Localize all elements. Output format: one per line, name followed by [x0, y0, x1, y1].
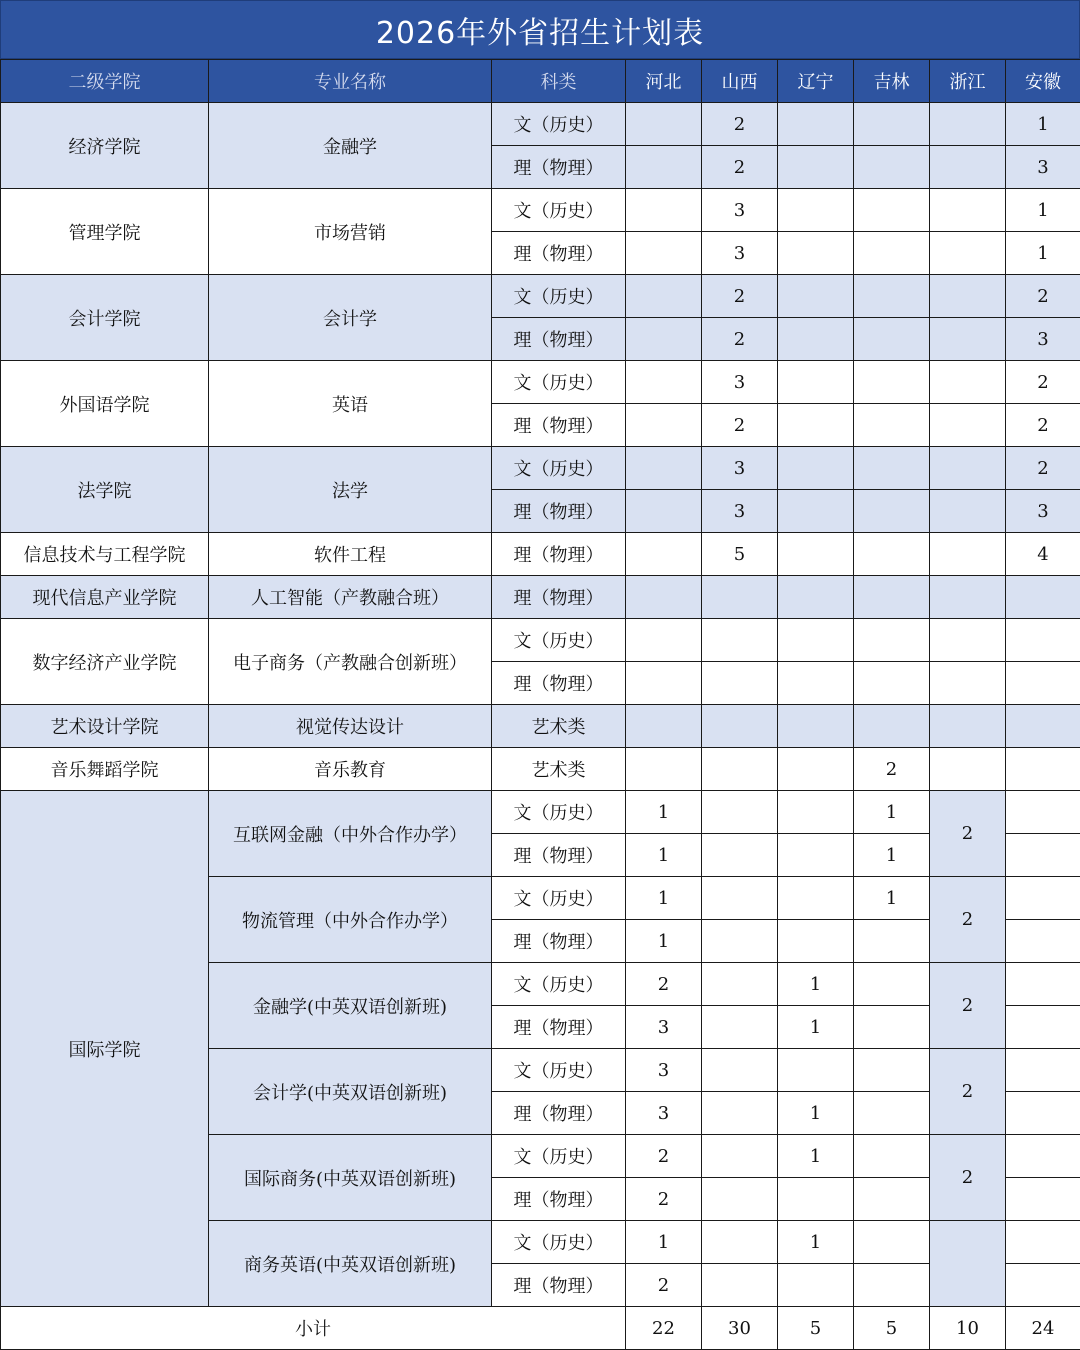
quota-liaoning	[778, 662, 854, 705]
quota-hebei	[626, 533, 702, 576]
major-cell: 视觉传达设计	[209, 705, 492, 748]
quota-anhui: 2	[1006, 404, 1080, 447]
enrollment-plan-table	[0, 59, 1080, 1350]
quota-shanxi	[702, 619, 778, 662]
quota-shanxi: 2	[702, 103, 778, 146]
quota-jilin	[854, 619, 930, 662]
quota-hebei	[626, 103, 702, 146]
table-row	[1, 619, 1080, 662]
quota-anhui: 3	[1006, 318, 1080, 361]
college-cell: 音乐舞蹈学院	[1, 748, 209, 791]
quota-zhejiang: 2	[930, 877, 1006, 963]
quota-anhui: 3	[1006, 146, 1080, 189]
category-cell: 文（历史）	[492, 361, 626, 404]
quota-jilin	[854, 1092, 930, 1135]
quota-jilin: 1	[854, 877, 930, 920]
header-province-liaoning: 辽宁	[778, 60, 854, 103]
quota-anhui: 1	[1006, 103, 1080, 146]
quota-shanxi	[702, 1264, 778, 1307]
major-cell: 物流管理（中外合作办学）	[209, 877, 492, 963]
category-cell: 文（历史）	[492, 275, 626, 318]
quota-anhui	[1006, 748, 1080, 791]
subtotal-zhejiang: 10	[930, 1307, 1006, 1350]
header-major: 专业名称	[209, 60, 492, 103]
college-cell: 艺术设计学院	[1, 705, 209, 748]
quota-hebei	[626, 748, 702, 791]
quota-zhejiang	[930, 189, 1006, 232]
major-cell: 会计学	[209, 275, 492, 361]
quota-jilin	[854, 447, 930, 490]
quota-liaoning	[778, 834, 854, 877]
quota-shanxi	[702, 1049, 778, 1092]
quota-liaoning	[778, 232, 854, 275]
quota-anhui	[1006, 1049, 1080, 1092]
quota-hebei	[626, 146, 702, 189]
quota-anhui	[1006, 920, 1080, 963]
quota-shanxi: 3	[702, 232, 778, 275]
category-cell: 文（历史）	[492, 877, 626, 920]
quota-jilin	[854, 1135, 930, 1178]
table-body	[1, 103, 1080, 1350]
quota-liaoning	[778, 318, 854, 361]
quota-zhejiang: 2	[930, 791, 1006, 877]
quota-zhejiang	[930, 318, 1006, 361]
quota-shanxi	[702, 662, 778, 705]
quota-hebei	[626, 619, 702, 662]
college-cell: 数字经济产业学院	[1, 619, 209, 705]
quota-anhui	[1006, 963, 1080, 1006]
table-row	[1, 103, 1080, 146]
quota-liaoning	[778, 1264, 854, 1307]
table-row	[1, 748, 1080, 791]
quota-hebei: 2	[626, 1264, 702, 1307]
quota-anhui: 4	[1006, 533, 1080, 576]
quota-anhui	[1006, 791, 1080, 834]
quota-liaoning	[778, 576, 854, 619]
table-row	[1, 275, 1080, 318]
table-row	[1, 533, 1080, 576]
category-cell: 理（物理）	[492, 834, 626, 877]
header-province-shanxi: 山西	[702, 60, 778, 103]
quota-jilin	[854, 576, 930, 619]
category-cell: 文（历史）	[492, 447, 626, 490]
quota-hebei: 3	[626, 1092, 702, 1135]
quota-liaoning	[778, 447, 854, 490]
quota-shanxi	[702, 748, 778, 791]
quota-liaoning	[778, 490, 854, 533]
quota-liaoning: 1	[778, 1221, 854, 1264]
major-cell: 市场营销	[209, 189, 492, 275]
quota-hebei	[626, 275, 702, 318]
quota-anhui	[1006, 1264, 1080, 1307]
quota-zhejiang	[930, 662, 1006, 705]
quota-hebei	[626, 447, 702, 490]
quota-zhejiang	[930, 275, 1006, 318]
quota-anhui	[1006, 877, 1080, 920]
quota-anhui	[1006, 576, 1080, 619]
quota-shanxi	[702, 877, 778, 920]
quota-hebei	[626, 189, 702, 232]
quota-shanxi	[702, 1006, 778, 1049]
category-cell: 文（历史）	[492, 1221, 626, 1264]
quota-zhejiang	[930, 447, 1006, 490]
quota-jilin: 1	[854, 791, 930, 834]
quota-anhui	[1006, 705, 1080, 748]
quota-hebei: 3	[626, 1049, 702, 1092]
header-category: 科类	[492, 60, 626, 103]
subtotal-anhui: 24	[1006, 1307, 1080, 1350]
quota-zhejiang	[930, 490, 1006, 533]
quota-jilin	[854, 361, 930, 404]
quota-jilin	[854, 189, 930, 232]
category-cell: 理（物理）	[492, 920, 626, 963]
quota-anhui: 2	[1006, 275, 1080, 318]
quota-liaoning	[778, 404, 854, 447]
quota-hebei	[626, 705, 702, 748]
quota-hebei	[626, 232, 702, 275]
header-row	[1, 60, 1080, 103]
quota-zhejiang	[930, 361, 1006, 404]
major-cell: 人工智能（产教融合班）	[209, 576, 492, 619]
college-cell: 法学院	[1, 447, 209, 533]
header-province-hebei: 河北	[626, 60, 702, 103]
table-row	[1, 705, 1080, 748]
quota-shanxi: 2	[702, 404, 778, 447]
quota-liaoning	[778, 1178, 854, 1221]
quota-shanxi: 3	[702, 447, 778, 490]
quota-zhejiang	[930, 404, 1006, 447]
quota-shanxi	[702, 1178, 778, 1221]
category-cell: 文（历史）	[492, 189, 626, 232]
subtotal-label: 小计	[1, 1307, 626, 1350]
quota-shanxi: 3	[702, 189, 778, 232]
category-cell: 理（物理）	[492, 490, 626, 533]
quota-shanxi: 3	[702, 490, 778, 533]
quota-jilin	[854, 1178, 930, 1221]
table-row	[1, 576, 1080, 619]
category-cell: 理（物理）	[492, 232, 626, 275]
major-cell: 音乐教育	[209, 748, 492, 791]
subtotal-hebei: 22	[626, 1307, 702, 1350]
quota-hebei	[626, 318, 702, 361]
quota-shanxi: 3	[702, 361, 778, 404]
major-cell: 金融学	[209, 103, 492, 189]
table-row	[1, 189, 1080, 232]
header-college: 二级学院	[1, 60, 209, 103]
quota-liaoning	[778, 189, 854, 232]
quota-jilin	[854, 1049, 930, 1092]
quota-shanxi: 2	[702, 146, 778, 189]
header-province-jilin: 吉林	[854, 60, 930, 103]
quota-jilin	[854, 404, 930, 447]
quota-liaoning: 1	[778, 1135, 854, 1178]
quota-liaoning	[778, 361, 854, 404]
quota-jilin	[854, 318, 930, 361]
quota-zhejiang	[930, 619, 1006, 662]
quota-liaoning	[778, 705, 854, 748]
quota-anhui	[1006, 834, 1080, 877]
category-cell: 理（物理）	[492, 1178, 626, 1221]
quota-zhejiang: 2	[930, 1049, 1006, 1135]
college-cell: 外国语学院	[1, 361, 209, 447]
college-cell: 国际学院	[1, 791, 209, 1307]
major-cell: 互联网金融（中外合作办学）	[209, 791, 492, 877]
quota-shanxi	[702, 963, 778, 1006]
category-cell: 理（物理）	[492, 533, 626, 576]
major-cell: 商务英语(中英双语创新班)	[209, 1221, 492, 1307]
category-cell: 理（物理）	[492, 1006, 626, 1049]
category-cell: 理（物理）	[492, 1264, 626, 1307]
quota-liaoning	[778, 920, 854, 963]
quota-shanxi	[702, 1221, 778, 1264]
quota-hebei: 2	[626, 1135, 702, 1178]
category-cell: 理（物理）	[492, 1092, 626, 1135]
subtotal-liaoning: 5	[778, 1307, 854, 1350]
category-cell: 艺术类	[492, 748, 626, 791]
quota-jilin: 1	[854, 834, 930, 877]
category-cell: 文（历史）	[492, 1049, 626, 1092]
quota-hebei: 2	[626, 963, 702, 1006]
college-cell: 现代信息产业学院	[1, 576, 209, 619]
quota-jilin	[854, 1006, 930, 1049]
quota-zhejiang	[930, 705, 1006, 748]
quota-shanxi	[702, 705, 778, 748]
major-cell: 英语	[209, 361, 492, 447]
quota-anhui	[1006, 1006, 1080, 1049]
quota-hebei: 3	[626, 1006, 702, 1049]
quota-hebei: 2	[626, 1178, 702, 1221]
quota-anhui	[1006, 619, 1080, 662]
table-row	[1, 447, 1080, 490]
quota-anhui: 1	[1006, 232, 1080, 275]
quota-shanxi	[702, 791, 778, 834]
subtotal-row	[1, 1307, 1080, 1350]
quota-anhui	[1006, 1221, 1080, 1264]
category-cell: 文（历史）	[492, 103, 626, 146]
table-row	[1, 791, 1080, 834]
quota-jilin	[854, 103, 930, 146]
category-cell: 文（历史）	[492, 791, 626, 834]
quota-shanxi: 2	[702, 318, 778, 361]
quota-jilin	[854, 1264, 930, 1307]
quota-hebei: 1	[626, 791, 702, 834]
quota-hebei	[626, 576, 702, 619]
major-cell: 金融学(中英双语创新班)	[209, 963, 492, 1049]
quota-liaoning: 1	[778, 1006, 854, 1049]
quota-liaoning	[778, 748, 854, 791]
quota-jilin	[854, 963, 930, 1006]
quota-liaoning	[778, 1049, 854, 1092]
quota-shanxi: 2	[702, 275, 778, 318]
major-cell: 软件工程	[209, 533, 492, 576]
table-row	[1, 361, 1080, 404]
quota-jilin	[854, 275, 930, 318]
quota-anhui: 2	[1006, 361, 1080, 404]
quota-liaoning	[778, 275, 854, 318]
header-province-zhejiang: 浙江	[930, 60, 1006, 103]
quota-shanxi	[702, 834, 778, 877]
quota-liaoning	[778, 146, 854, 189]
category-cell: 理（物理）	[492, 404, 626, 447]
quota-zhejiang: 2	[930, 963, 1006, 1049]
quota-jilin	[854, 662, 930, 705]
quota-hebei	[626, 662, 702, 705]
quota-jilin	[854, 1221, 930, 1264]
quota-zhejiang	[930, 748, 1006, 791]
major-cell: 法学	[209, 447, 492, 533]
quota-liaoning: 1	[778, 963, 854, 1006]
quota-shanxi	[702, 1135, 778, 1178]
subtotal-shanxi: 30	[702, 1307, 778, 1350]
quota-liaoning: 1	[778, 1092, 854, 1135]
quota-hebei	[626, 404, 702, 447]
quota-hebei	[626, 361, 702, 404]
quota-zhejiang	[930, 146, 1006, 189]
quota-jilin	[854, 705, 930, 748]
category-cell: 理（物理）	[492, 576, 626, 619]
quota-jilin	[854, 146, 930, 189]
quota-zhejiang: 2	[930, 1135, 1006, 1221]
major-cell: 会计学(中英双语创新班)	[209, 1049, 492, 1135]
quota-liaoning	[778, 619, 854, 662]
quota-hebei: 1	[626, 877, 702, 920]
college-cell: 信息技术与工程学院	[1, 533, 209, 576]
college-cell: 经济学院	[1, 103, 209, 189]
quota-anhui	[1006, 1092, 1080, 1135]
quota-jilin	[854, 232, 930, 275]
quota-anhui: 1	[1006, 189, 1080, 232]
quota-liaoning	[778, 103, 854, 146]
college-cell: 管理学院	[1, 189, 209, 275]
category-cell: 艺术类	[492, 705, 626, 748]
quota-hebei: 1	[626, 1221, 702, 1264]
quota-anhui	[1006, 1178, 1080, 1221]
quota-liaoning	[778, 877, 854, 920]
category-cell: 文（历史）	[492, 963, 626, 1006]
quota-jilin	[854, 490, 930, 533]
quota-hebei: 1	[626, 920, 702, 963]
quota-jilin	[854, 920, 930, 963]
quota-jilin	[854, 533, 930, 576]
quota-hebei: 1	[626, 834, 702, 877]
quota-zhejiang	[930, 1221, 1006, 1307]
table-title: 2026年外省招生计划表	[0, 0, 1080, 59]
major-cell: 电子商务（产教融合创新班）	[209, 619, 492, 705]
subtotal-jilin: 5	[854, 1307, 930, 1350]
quota-shanxi	[702, 920, 778, 963]
category-cell: 理（物理）	[492, 318, 626, 361]
quota-liaoning	[778, 791, 854, 834]
quota-shanxi: 5	[702, 533, 778, 576]
quota-shanxi	[702, 576, 778, 619]
category-cell: 理（物理）	[492, 662, 626, 705]
quota-anhui	[1006, 662, 1080, 705]
quota-zhejiang	[930, 103, 1006, 146]
quota-liaoning	[778, 533, 854, 576]
quota-anhui: 2	[1006, 447, 1080, 490]
major-cell: 国际商务(中英双语创新班)	[209, 1135, 492, 1221]
college-cell: 会计学院	[1, 275, 209, 361]
quota-zhejiang	[930, 533, 1006, 576]
quota-hebei	[626, 490, 702, 533]
quota-anhui	[1006, 1135, 1080, 1178]
category-cell: 理（物理）	[492, 146, 626, 189]
category-cell: 文（历史）	[492, 1135, 626, 1178]
quota-zhejiang	[930, 232, 1006, 275]
header-province-anhui: 安徽	[1006, 60, 1080, 103]
category-cell: 文（历史）	[492, 619, 626, 662]
quota-anhui: 3	[1006, 490, 1080, 533]
quota-jilin: 2	[854, 748, 930, 791]
quota-zhejiang	[930, 576, 1006, 619]
quota-shanxi	[702, 1092, 778, 1135]
